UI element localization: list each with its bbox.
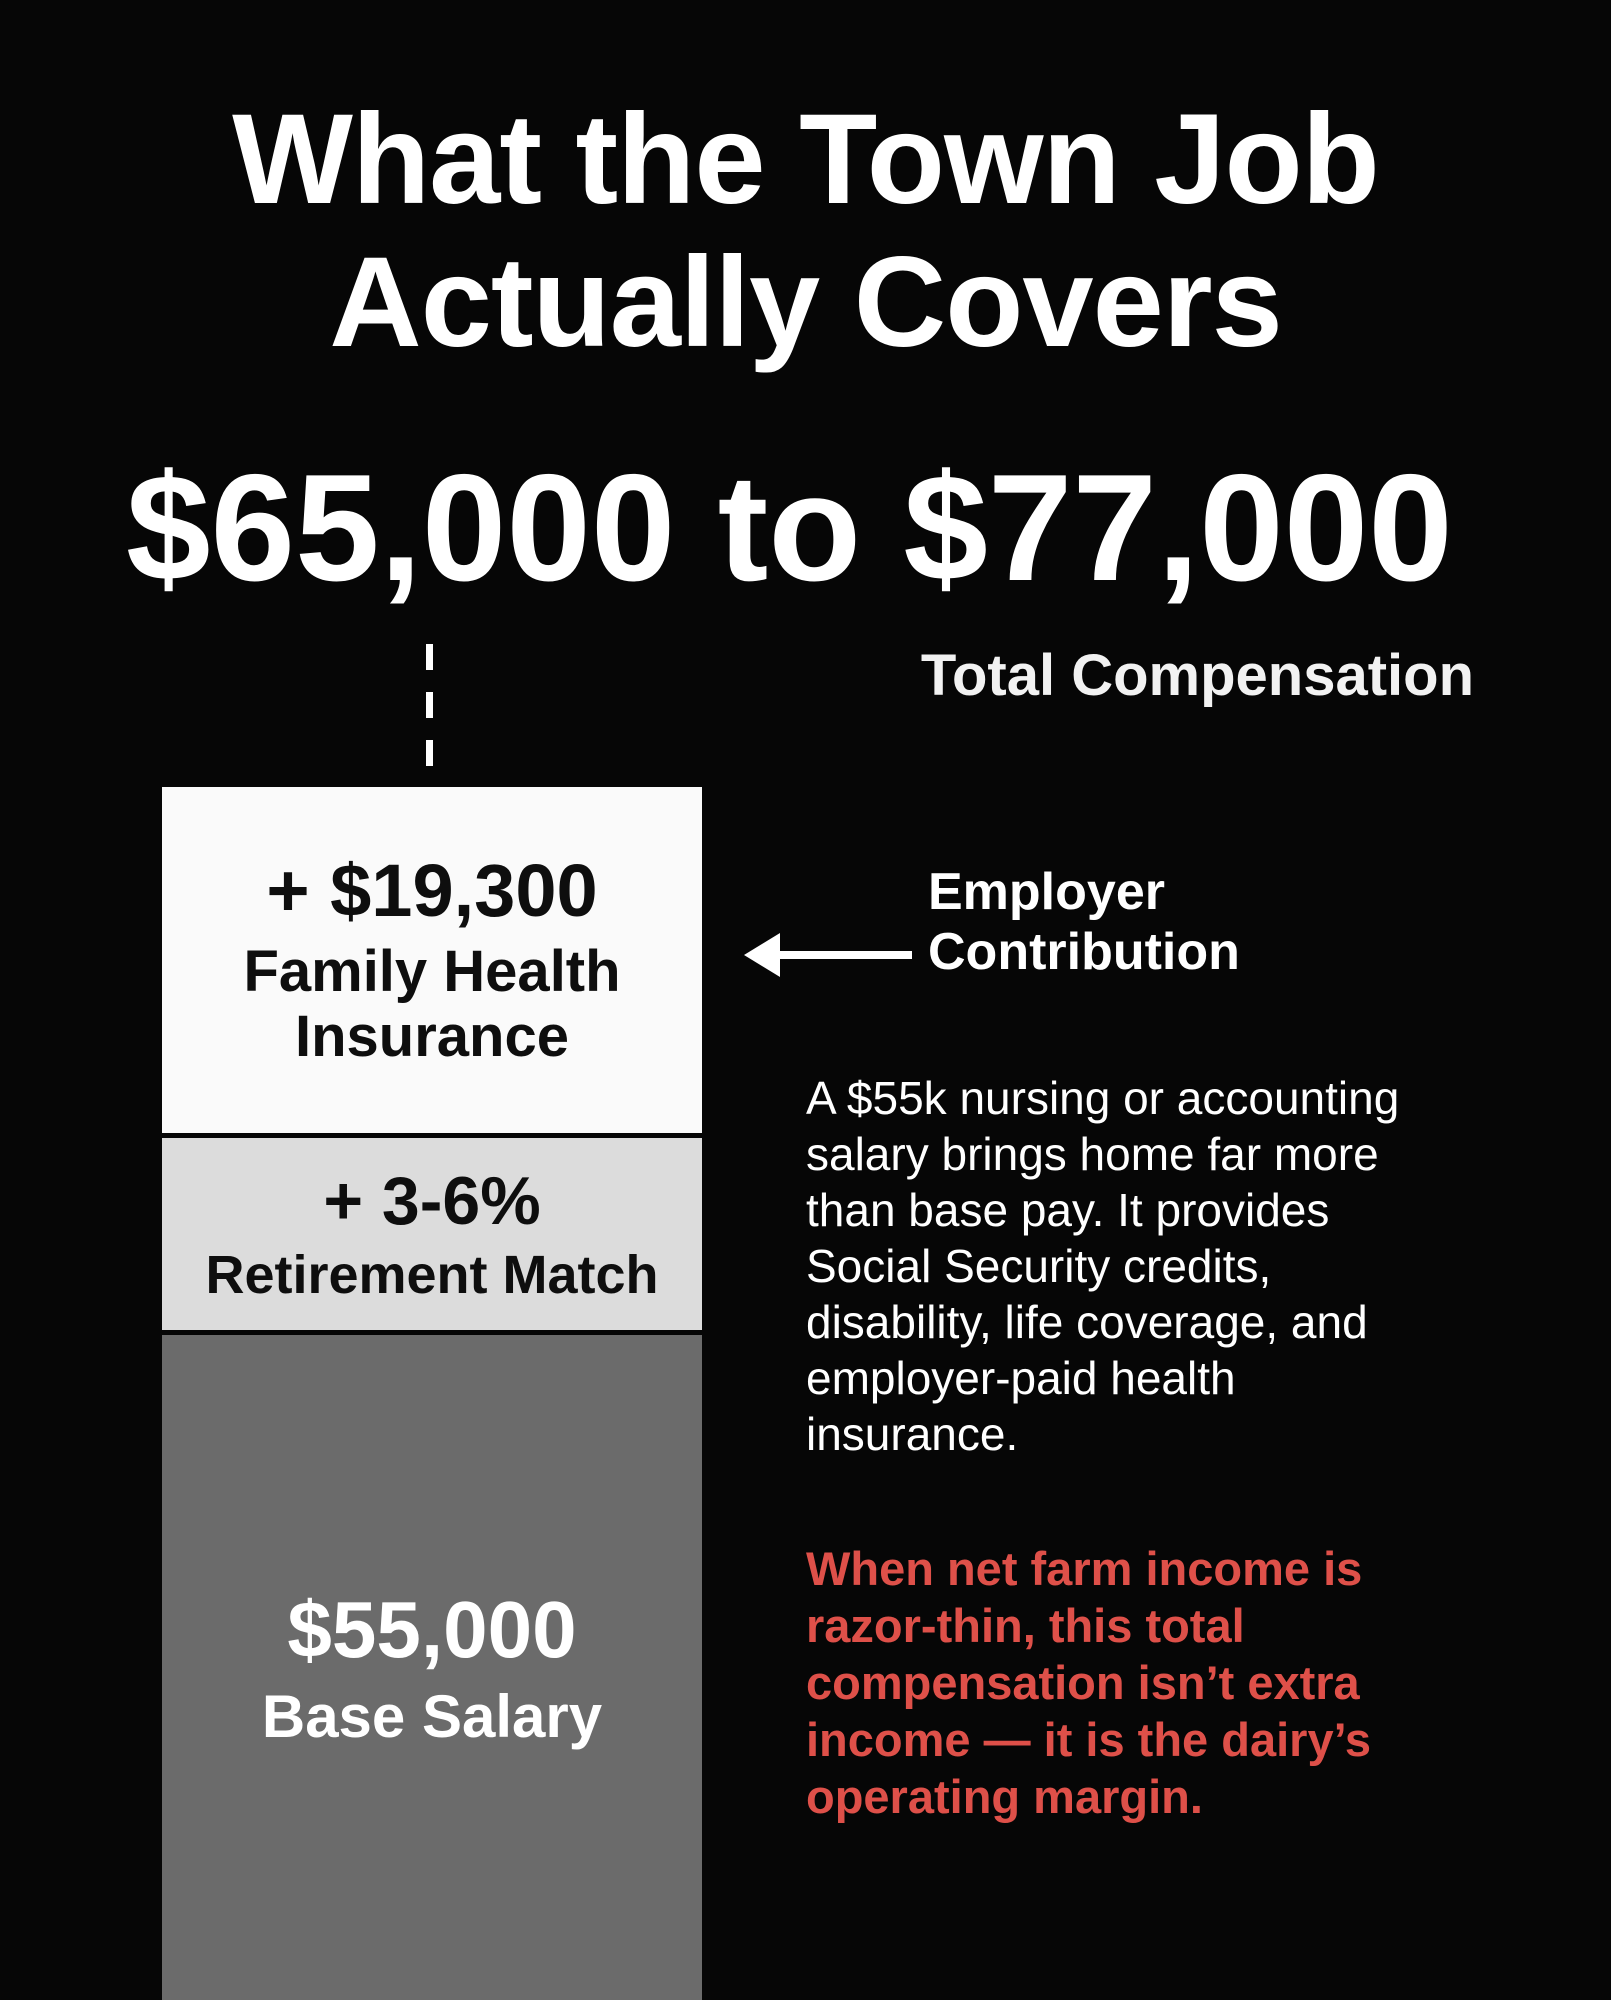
arrow-left-icon [744, 933, 912, 977]
bar-segment-base-salary [162, 1335, 702, 2000]
poster-title [0, 88, 1611, 375]
bar-segment-retirement-match [162, 1138, 702, 1330]
dashed-connector-line [426, 644, 433, 788]
segment-label: Retirement Match [205, 1244, 659, 1305]
segment-label: Family Health Insurance [243, 939, 621, 1070]
segment-label: Base Salary [261, 1682, 603, 1750]
arrow-shaft [774, 951, 912, 959]
stacked-bar-chart [162, 787, 702, 2000]
total-compensation-range: $65,000 to $77,000 [126, 443, 1453, 613]
annotation-line-1: Employer [928, 863, 1165, 921]
segment-value: $55,000 [287, 1585, 577, 1675]
body-paragraph: A $55k nursing or accounting salary brings home far more than base pay. It provides Social Security credits, disability, life coverage, and employer-paid health insurance. [806, 1072, 1400, 1460]
highlight-paragraph: When net farm income is razor-thin, this total compensation isn’t extra income — it is the dairy’s operating margin. [806, 1542, 1372, 1823]
title-line-1: What the Town Job [232, 88, 1379, 231]
employer-contribution-annotation [928, 862, 1240, 983]
annotation-line-2: Contribution [928, 923, 1240, 982]
total-compensation-label: Total Compensation [920, 643, 1474, 708]
segment-value: + $19,300 [266, 848, 598, 932]
title-line-2: Actually Covers [329, 231, 1282, 375]
segment-value: + 3-6% [323, 1162, 541, 1239]
bar-segment-family-health-insurance [162, 787, 702, 1133]
